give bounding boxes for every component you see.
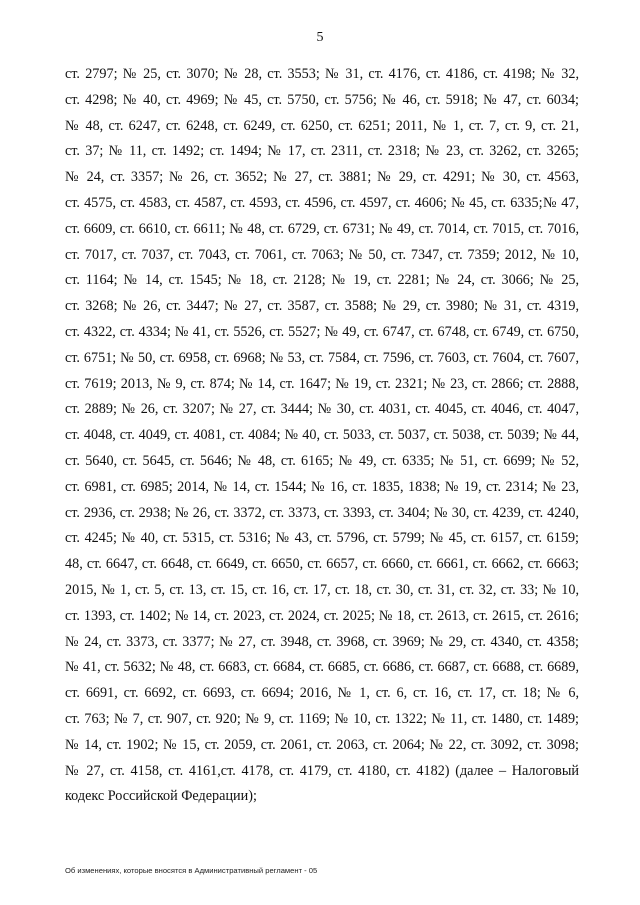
footer-note: Об изменениях, которые вносятся в Административный регламент - 05 [65,866,318,875]
text-line: 48, ст. 6647, ст. 6648, ст. 6649, ст. 6650, ст. 6657, ст. 6660, ст. 6661, ст. 6662, ст. 6663; [65,556,579,573]
text-line: ст. 6691, ст. 6692, ст. 6693, ст. 6694; 2016, № 1, ст. 6, ст. 16, ст. 17, ст. 18; № 6, [65,685,579,702]
text-line: ст. 763; № 7, ст. 907, ст. 920; № 9, ст. 1169; № 10, ст. 1322; № 11, ст. 1480, ст. 1489; [65,710,579,727]
text-line: № 14, ст. 1902; № 15, ст. 2059, ст. 2061, ст. 2063, ст. 2064; № 22, ст. 3092, ст. 3098; [65,736,579,753]
text-line: № 24, ст. 3373, ст. 3377; № 27, ст. 3948, ст. 3968, ст. 3969; № 29, ст. 4340, ст. 4358; [65,633,579,650]
text-line: ст. 7619; 2013, № 9, ст. 874; № 14, ст. 1647; № 19, ст. 2321; № 23, ст. 2866; ст. 2888, [65,375,579,392]
text-line: ст. 4322, ст. 4334; № 41, ст. 5526, ст. 5527; № 49, ст. 6747, ст. 6748, ст. 6749, ст. 6750, [65,323,579,340]
text-line: ст. 4298; № 40, ст. 4969; № 45, ст. 5750, ст. 5756; № 46, ст. 5918; № 47, ст. 6034; [65,91,579,108]
body-text [65,62,579,810]
text-line: ст. 1393, ст. 1402; № 14, ст. 2023, ст. 2024, ст. 2025; № 18, ст. 2613, ст. 2615, ст. 2616; [65,607,579,624]
page-number: 5 [316,30,324,45]
text-line: ст. 6981, ст. 6985; 2014, № 14, ст. 1544; № 16, ст. 1835, 1838; № 19, ст. 2314; № 23, [65,478,579,495]
text-line: ст. 6609, ст. 6610, ст. 6611; № 48, ст. 6729, ст. 6731; № 49, ст. 7014, ст. 7015, ст. 7016, [65,220,579,237]
text-line: кодекс Российской Федерации); [65,788,257,805]
text-line: № 41, ст. 5632; № 48, ст. 6683, ст. 6684, ст. 6685, ст. 6686, ст. 6687, ст. 6688, ст. 6689, [65,659,579,676]
text-line: ст. 37; № 11, ст. 1492; ст. 1494; № 17, ст. 2311, ст. 2318; № 23, ст. 3262, ст. 3265; [65,143,579,160]
text-line: ст. 1164; № 14, ст. 1545; № 18, ст. 2128; № 19, ст. 2281; № 24, ст. 3066; № 25, [65,272,579,289]
text-line: ст. 4048, ст. 4049, ст. 4081, ст. 4084; № 40, ст. 5033, ст. 5037, ст. 5038, ст. 5039; № 44, [65,427,579,444]
text-line: ст. 3268; № 26, ст. 3447; № 27, ст. 3587, ст. 3588; № 29, ст. 3980; № 31, ст. 4319, [65,298,579,315]
text-line: № 27, ст. 4158, ст. 4161,ст. 4178, ст. 4179, ст. 4180, ст. 4182) (далее – Налоговый [65,762,579,779]
text-line: ст. 2889; № 26, ст. 3207; № 27, ст. 3444; № 30, ст. 4031, ст. 4045, ст. 4046, ст. 4047, [65,401,579,418]
text-line: ст. 6751; № 50, ст. 6958, ст. 6968; № 53, ст. 7584, ст. 7596, ст. 7603, ст. 7604, ст. 7607, [65,349,579,366]
text-line: ст. 2936, ст. 2938; № 26, ст. 3372, ст. 3373, ст. 3393, ст. 3404; № 30, ст. 4239, ст. 4240, [65,504,579,521]
text-line: ст. 7017, ст. 7037, ст. 7043, ст. 7061, ст. 7063; № 50, ст. 7347, ст. 7359; 2012, № 10, [65,246,579,263]
text-line: ст. 2797; № 25, ст. 3070; № 28, ст. 3553; № 31, ст. 4176, ст. 4186, ст. 4198; № 32, [65,66,579,82]
text-line: № 24, ст. 3357; № 26, ст. 3652; № 27, ст. 3881; № 29, ст. 4291; № 30, ст. 4563, [65,169,579,186]
text-line: 2015, № 1, ст. 5, ст. 13, ст. 15, ст. 16, ст. 17, ст. 18, ст. 30, ст. 31, ст. 32, ст. 33; № 10, [65,581,579,598]
text-line: № 48, ст. 6247, ст. 6248, ст. 6249, ст. 6250, ст. 6251; 2011, № 1, ст. 7, ст. 9, ст. 21, [65,117,579,134]
text-line: ст. 5640, ст. 5645, ст. 5646; № 48, ст. 6165; № 49, ст. 6335; № 51, ст. 6699; № 52, [65,452,579,469]
text-line: ст. 4245; № 40, ст. 5315, ст. 5316; № 43, ст. 5796, ст. 5799; № 45, ст. 6157, ст. 6159; [65,530,579,547]
text-line: ст. 4575, ст. 4583, ст. 4587, ст. 4593, ст. 4596, ст. 4597, ст. 4606; № 45, ст. 6335;№ 47, [65,194,579,211]
